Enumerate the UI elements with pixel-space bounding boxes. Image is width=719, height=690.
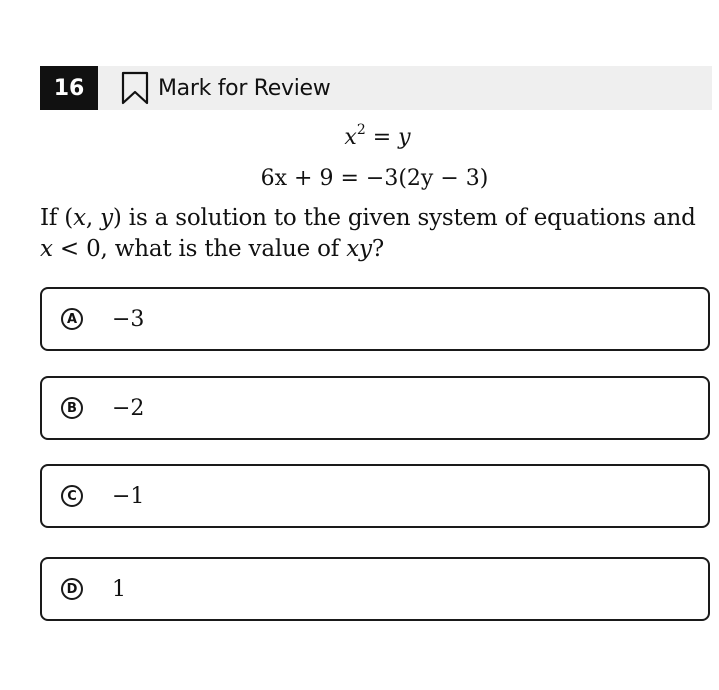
- question-text-tail: , what is the value of: [100, 236, 347, 262]
- mark-for-review-button[interactable]: [120, 68, 330, 108]
- choice-letter-d: D: [61, 578, 83, 600]
- bookmark-icon: [120, 70, 150, 106]
- answer-choice-a[interactable]: [40, 287, 710, 351]
- mark-for-review-label: Mark for Review: [158, 75, 331, 101]
- choice-text-b: −2: [112, 396, 145, 421]
- choice-text-d: 1: [112, 577, 126, 602]
- choice-letter-a: A: [61, 308, 83, 330]
- equation-1: $x^2 = y$: [344, 122, 411, 150]
- choice-letter-b: B: [61, 397, 83, 419]
- answer-choice-b[interactable]: [40, 376, 710, 440]
- equation-2: 6x + 9 = −3(2y − 3): [260, 166, 489, 191]
- answer-choice-d[interactable]: [40, 557, 710, 621]
- question-number-badge: 16: [40, 66, 98, 110]
- choice-text-a: −3: [112, 307, 145, 332]
- answer-choice-c[interactable]: [40, 464, 710, 528]
- choice-text-c: −1: [112, 484, 145, 509]
- choice-letter-c: C: [61, 485, 83, 507]
- question-text: If (x, y) is a solution to the given system of equations and x < 0, what is the value of xy?: [40, 205, 696, 262]
